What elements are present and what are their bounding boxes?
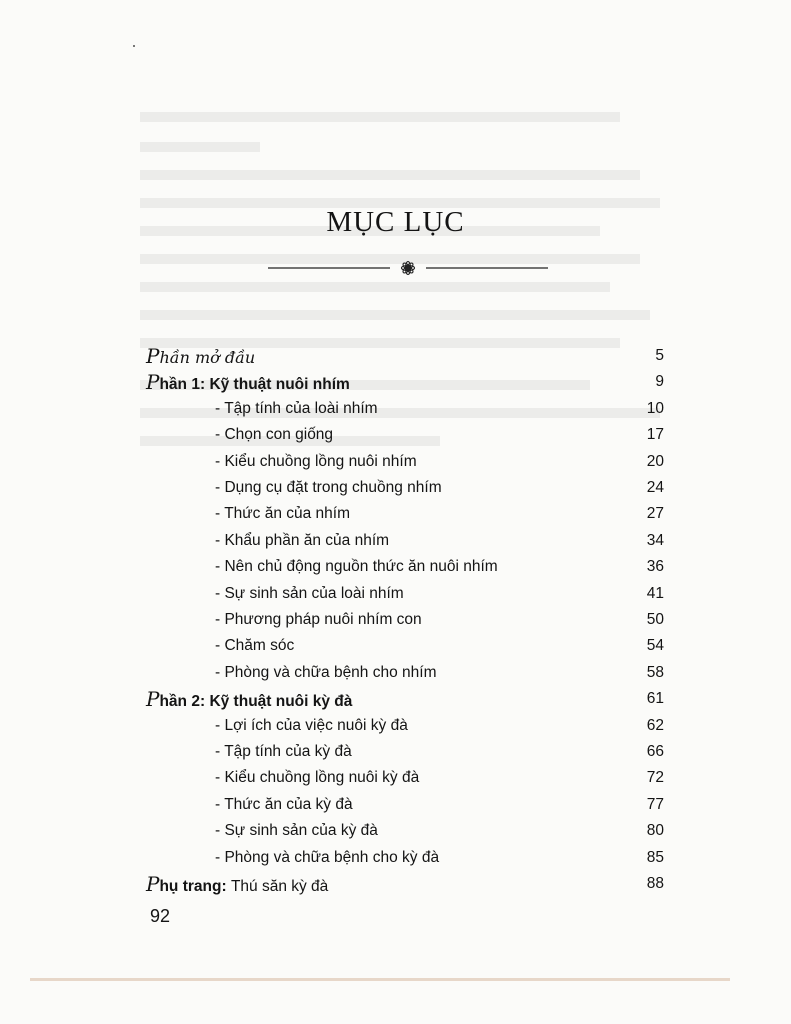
toc-entry: - Khẩu phần ăn của nhím — [215, 532, 390, 549]
entry-page-number: 72 — [646, 769, 664, 786]
entry-page-number: 34 — [646, 532, 664, 549]
entry-title: Kỹ thuật nuôi kỳ đà — [209, 693, 353, 710]
entry-page-number: 5 — [655, 347, 664, 364]
toc-entry: - Thức ăn của kỳ đà — [215, 796, 353, 813]
entry-page-number: 80 — [646, 822, 664, 839]
entry-initial: P — [146, 370, 160, 394]
entry-page-number: 50 — [646, 611, 664, 628]
entry-page-number: 54 — [646, 637, 664, 654]
toc-part-entry — [146, 687, 352, 711]
toc-entry: - Kiểu chuồng lồng nuôi nhím — [215, 453, 417, 470]
entry-page-number: 66 — [646, 743, 664, 760]
entry-page-number: 20 — [646, 453, 664, 470]
entry-page-number: 85 — [646, 849, 664, 866]
toc-entry: - Lợi ích của việc nuôi kỳ đà — [215, 717, 408, 734]
entry-page-number: 17 — [646, 426, 664, 443]
entry-initial: P — [146, 872, 160, 896]
toc-part-entry — [146, 344, 255, 368]
entry-page-number: 41 — [646, 585, 664, 602]
entry-initial: P — [146, 344, 160, 368]
toc-entry: - Chăm sóc — [215, 637, 295, 654]
entry-title: Kỹ thuật nuôi nhím — [209, 376, 350, 393]
toc-entry: - Thức ăn của nhím — [215, 505, 351, 522]
entry-page-number: 77 — [646, 796, 664, 813]
entry-page-number: 62 — [646, 717, 664, 734]
page-number: 92 — [150, 906, 171, 926]
page-edge — [30, 978, 730, 981]
page-title: MỤC LỤC — [326, 206, 465, 238]
entry-page-number: 36 — [646, 558, 664, 575]
toc-part-entry — [146, 872, 328, 896]
toc-entry: - Phòng và chữa bệnh cho kỳ đà — [215, 849, 440, 866]
entry-page-number: 58 — [646, 664, 664, 681]
entry-page-number: 10 — [646, 400, 664, 417]
entry-initial: P — [146, 687, 160, 711]
entry-page-number: 88 — [646, 875, 664, 892]
entry-title: Thú săn kỳ đà — [230, 878, 329, 895]
toc-entry: - Nên chủ động nguồn thức ăn nuôi nhím — [215, 558, 498, 575]
toc-entry: - Kiểu chuồng lồng nuôi kỳ đà — [215, 769, 420, 786]
entry-page-number: 24 — [646, 479, 664, 496]
entry-prefix: hụ trang: — [159, 878, 227, 895]
toc-entry: - Sự sinh sản của loài nhím — [215, 585, 404, 602]
entry-page-number: 61 — [646, 690, 664, 707]
toc-entry: - Chọn con giống — [215, 426, 334, 443]
toc-entry: - Phương pháp nuôi nhím con — [215, 611, 422, 628]
toc-entry: - Dụng cụ đặt trong chuồng nhím — [215, 479, 442, 496]
entry-page-number: 9 — [655, 373, 664, 390]
toc-part-entry — [146, 370, 350, 394]
toc-entry: - Tập tính của loài nhím — [215, 400, 378, 417]
toc-entry: - Phòng và chữa bệnh cho nhím — [215, 664, 437, 681]
entry-prefix: hần 1: — [159, 376, 206, 393]
entry-prefix: hần 2: — [159, 693, 206, 710]
toc-entry: - Tập tính của kỳ đà — [215, 743, 352, 760]
toc-entry: - Sự sinh sản của kỳ đà — [215, 822, 378, 839]
entry-page-number: 27 — [646, 505, 664, 522]
entry-prefix: hần mở đầu — [159, 348, 256, 367]
